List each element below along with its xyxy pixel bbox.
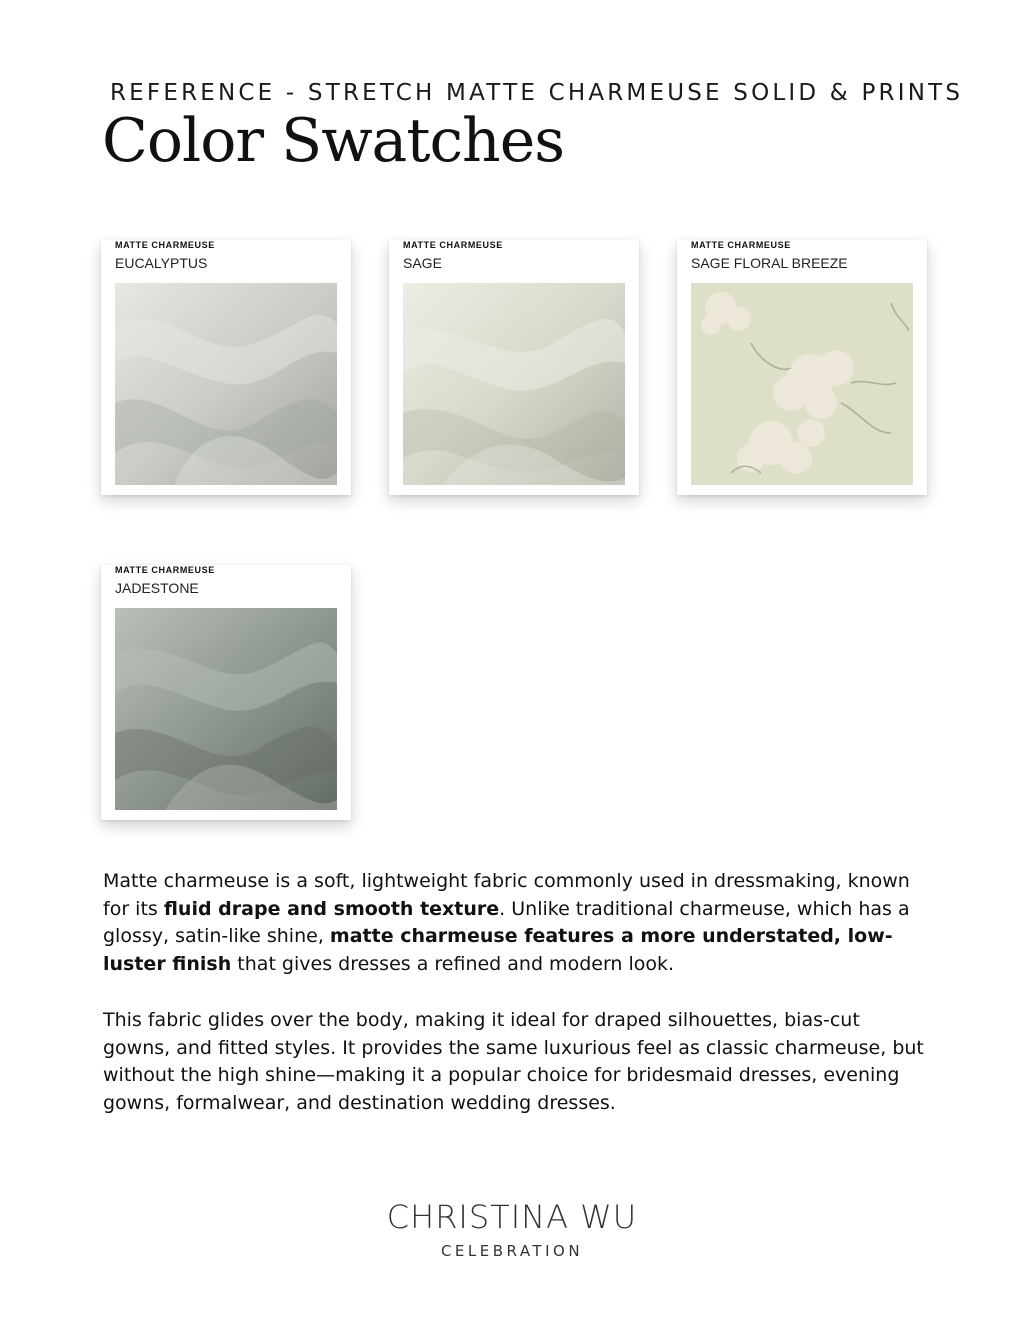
swatch-category: MATTE CHARMEUSE <box>115 565 215 575</box>
description-paragraph-2: This fabric glides over the body, making it ideal for draped silhouettes, bias-cut gowns, and fitted styles. It provides the same luxurious feel as classic charmeuse, but without the high shine—making it a popular choice for bridesmaid dresses, evening gowns, formalwear, and destination wedding dresses. <box>103 1009 924 1114</box>
fabric-swatch-svg <box>115 283 337 485</box>
swatch-category: MATTE CHARMEUSE <box>115 240 215 250</box>
page-title: Color Swatches <box>102 106 564 176</box>
swatch-label <box>677 240 927 286</box>
swatch-label <box>101 240 351 286</box>
swatch-category: MATTE CHARMEUSE <box>403 240 503 250</box>
swatch-card-sage-floral-breeze <box>677 240 927 495</box>
description-bold-text: matte charmeuse features a more understated, low-luster finish <box>103 925 893 975</box>
swatch-name: EUCALYPTUS <box>115 255 208 271</box>
swatch-name: JADESTONE <box>115 580 199 596</box>
fabric-swatch-image <box>403 283 625 485</box>
brand-logo-sub: CELEBRATION <box>440 1242 584 1260</box>
swatch-category: MATTE CHARMEUSE <box>691 240 791 250</box>
swatch-label <box>389 240 639 286</box>
swatch-name: SAGE FLORAL BREEZE <box>691 255 848 271</box>
page-eyebrow: REFERENCE - STRETCH MATTE CHARMEUSE SOLID & PRINTS <box>110 80 964 106</box>
swatch-label <box>101 565 351 611</box>
description-text: that gives dresses a refined and modern look. <box>231 952 675 975</box>
swatch-name: SAGE <box>403 255 442 271</box>
fabric-swatch-image <box>115 608 337 810</box>
description-bold-text: fluid drape and smooth texture <box>163 897 500 920</box>
swatch-card-eucalyptus <box>101 240 351 495</box>
floral-print-svg <box>691 283 913 485</box>
fabric-swatch-svg <box>403 283 625 485</box>
fabric-swatch-image <box>115 283 337 485</box>
swatch-card-jadestone <box>101 565 351 820</box>
description-text: Matte charmeuse is a soft, lightweight fabric commonly used in dressmaking, known for its <box>103 870 910 920</box>
brand-logo-name: CHRISTINA WU <box>386 1198 638 1236</box>
fabric-swatch-svg <box>115 608 337 810</box>
swatch-card-sage <box>389 240 639 495</box>
description-text: . Unlike traditional charmeuse, which has a glossy, satin-like shine, <box>103 897 910 947</box>
description-paragraph-1 <box>103 868 933 978</box>
fabric-swatch-image <box>691 283 913 485</box>
